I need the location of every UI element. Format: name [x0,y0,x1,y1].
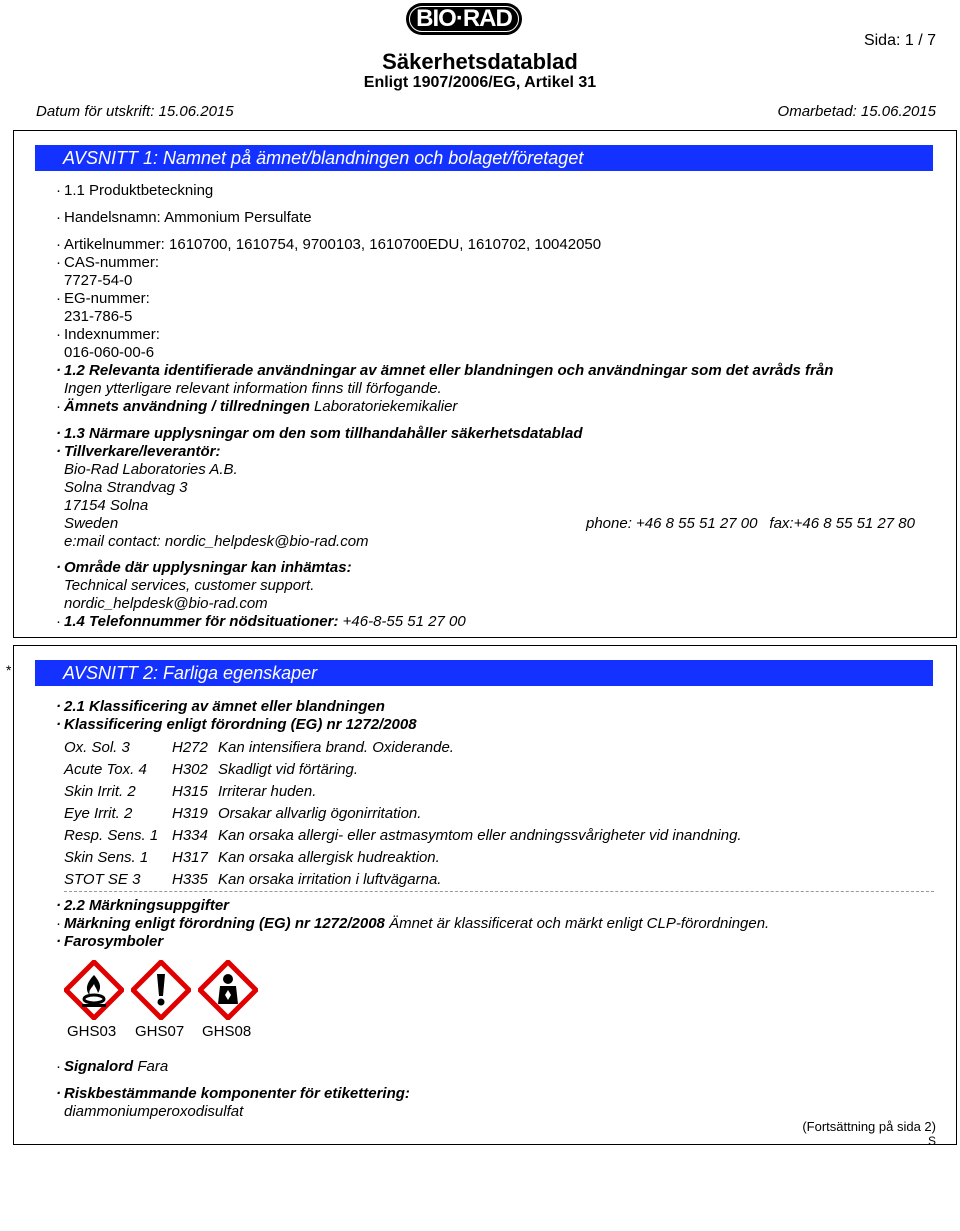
article-number-line: · Artikelnummer: 1610700, 1610754, 9700103, 1610700EDU, 1610702, 10042050 [64,236,601,254]
phone-fax-line [586,515,927,532]
hazard-statement: Kan orsaka irritation i luftvägarna. [218,871,442,888]
hazard-code: H315 [172,783,208,800]
labelling-reg-line: · Märkning enligt förordning (EG) nr 1272/2008 Ämnet är klassificerat och märkt enligt CLP-förordningen. [64,915,769,933]
cas-value: 7727-54-0 [64,272,133,289]
trade-name-line: · Handelsnamn: Ammonium Persulfate [64,209,312,227]
hazard-code: H302 [172,761,208,778]
pictogram-label: GHS07 [135,1023,185,1040]
classification-category: Resp. Sens. 1 [64,827,159,844]
classification-category: Eye Irrit. 2 [64,805,133,822]
classification-category: Acute Tox. 4 [64,761,147,778]
components-label: · Riskbestämmande komponenter för etikettering: [64,1085,410,1103]
revised-date: Omarbetad: 15.06.2015 [777,103,936,120]
print-date: Datum för utskrift: 15.06.2015 [36,103,234,120]
exclamation-mark-icon [131,960,191,1020]
section-2-1-heading: · 2.1 Klassificering av ämnet eller blandningen [64,698,385,716]
classification-category: Skin Sens. 1 [64,849,149,866]
footer-mark: S [927,1134,936,1148]
document-subtitle: Enligt 1907/2006/EG, Artikel 31 [363,74,597,91]
hazard-statement: Kan orsaka allergisk hudreaktion. [218,849,440,866]
supplier-country: Sweden [64,515,119,532]
signal-word-line: · Signalord Fara [64,1058,168,1076]
eg-value: 231-786-5 [64,308,133,325]
eg-label: · EG-nummer: [64,290,150,308]
supplier-street: Solna Strandvag 3 [64,479,188,496]
section-1-3-heading: · 1.3 Närmare upplysningar om den som tillhandahåller säkerhetsdatablad [64,425,583,443]
index-label: · Indexnummer: [64,326,160,344]
use-line: · Ämnets användning / tillredningen Laboratoriekemikalier [64,398,457,416]
continued-note: (Fortsättning på sida 2) [802,1119,936,1134]
pictogram-label: GHS03 [67,1023,117,1040]
hazard-statement: Kan intensifiera brand. Oxiderande. [218,739,454,756]
info-label: · Område där upplysningar kan inhämtas: [64,559,352,577]
classification-reg-label: · Klassificering enligt förordning (EG) nr 1272/2008 [64,716,417,734]
supplier-label: · Tillverkare/leverantör: [64,443,220,461]
classification-category: Ox. Sol. 3 [64,739,130,756]
hazard-statement: Skadligt vid förtäring. [218,761,359,778]
info-line-2: nordic_helpdesk@bio-rad.com [64,595,268,612]
hazard-statement: Kan orsaka allergi- eller astmasymtom eller andningssvårigheter vid inandning. [218,827,742,844]
classification-category: Skin Irrit. 2 [64,783,136,800]
bio-rad-logo: BIO·RAD [406,3,522,35]
section-1-1-heading: · 1.1 Produktbeteckning [64,182,213,200]
hazard-code: H319 [172,805,208,822]
health-hazard-icon [198,960,258,1020]
hazard-code: H272 [172,739,208,756]
hazard-statement: Irriterar huden. [218,783,317,800]
supplier-city: 17154 Solna [64,497,149,514]
page-number: Sida: 1 / 7 [863,32,936,49]
emergency-line: · 1.4 Telefonnummer för nödsituationer: +46-8-55 51 27 00 [64,613,466,631]
flame-over-circle-icon [64,960,124,1020]
email-line: e:mail contact: nordic_helpdesk@bio-rad.com [64,533,369,550]
hazard-code: H335 [172,871,208,888]
classification-category: STOT SE 3 [64,871,141,888]
section-1-title: AVSNITT 1: Namnet på ämnet/blandningen och bolaget/företaget [35,145,933,171]
supplier-name: Bio-Rad Laboratories A.B. [64,461,238,478]
symbols-label: · Farosymboler [64,933,163,951]
phone-number: phone: +46 8 55 51 27 00 [586,515,758,532]
hazard-code: H317 [172,849,208,866]
section-2-2-heading: · 2.2 Märkningsuppgifter [64,897,229,915]
pictogram-label: GHS08 [202,1023,252,1040]
divider [64,891,934,892]
hazard-code: H334 [172,827,208,844]
revision-mark: * [6,662,12,678]
hazard-statement: Orsakar allvarlig ögonirritation. [218,805,422,822]
fax-number: fax:+46 8 55 51 27 80 [769,515,915,532]
index-value: 016-060-00-6 [64,344,155,361]
section-1-2-text: Ingen ytterligare relevant information finns till förfogande. [64,380,442,397]
document-title: Säkerhetsdatablad [382,49,578,74]
components-value: diammoniumperoxodisulfat [64,1103,244,1120]
info-line-1: Technical services, customer support. [64,577,315,594]
section-2-title: AVSNITT 2: Farliga egenskaper [35,660,933,686]
section-1-2-heading: · 1.2 Relevanta identifierade användningar av ämnet eller blandningen och användningar som det avråds från [64,362,833,380]
cas-label: · CAS-nummer: [64,254,159,272]
